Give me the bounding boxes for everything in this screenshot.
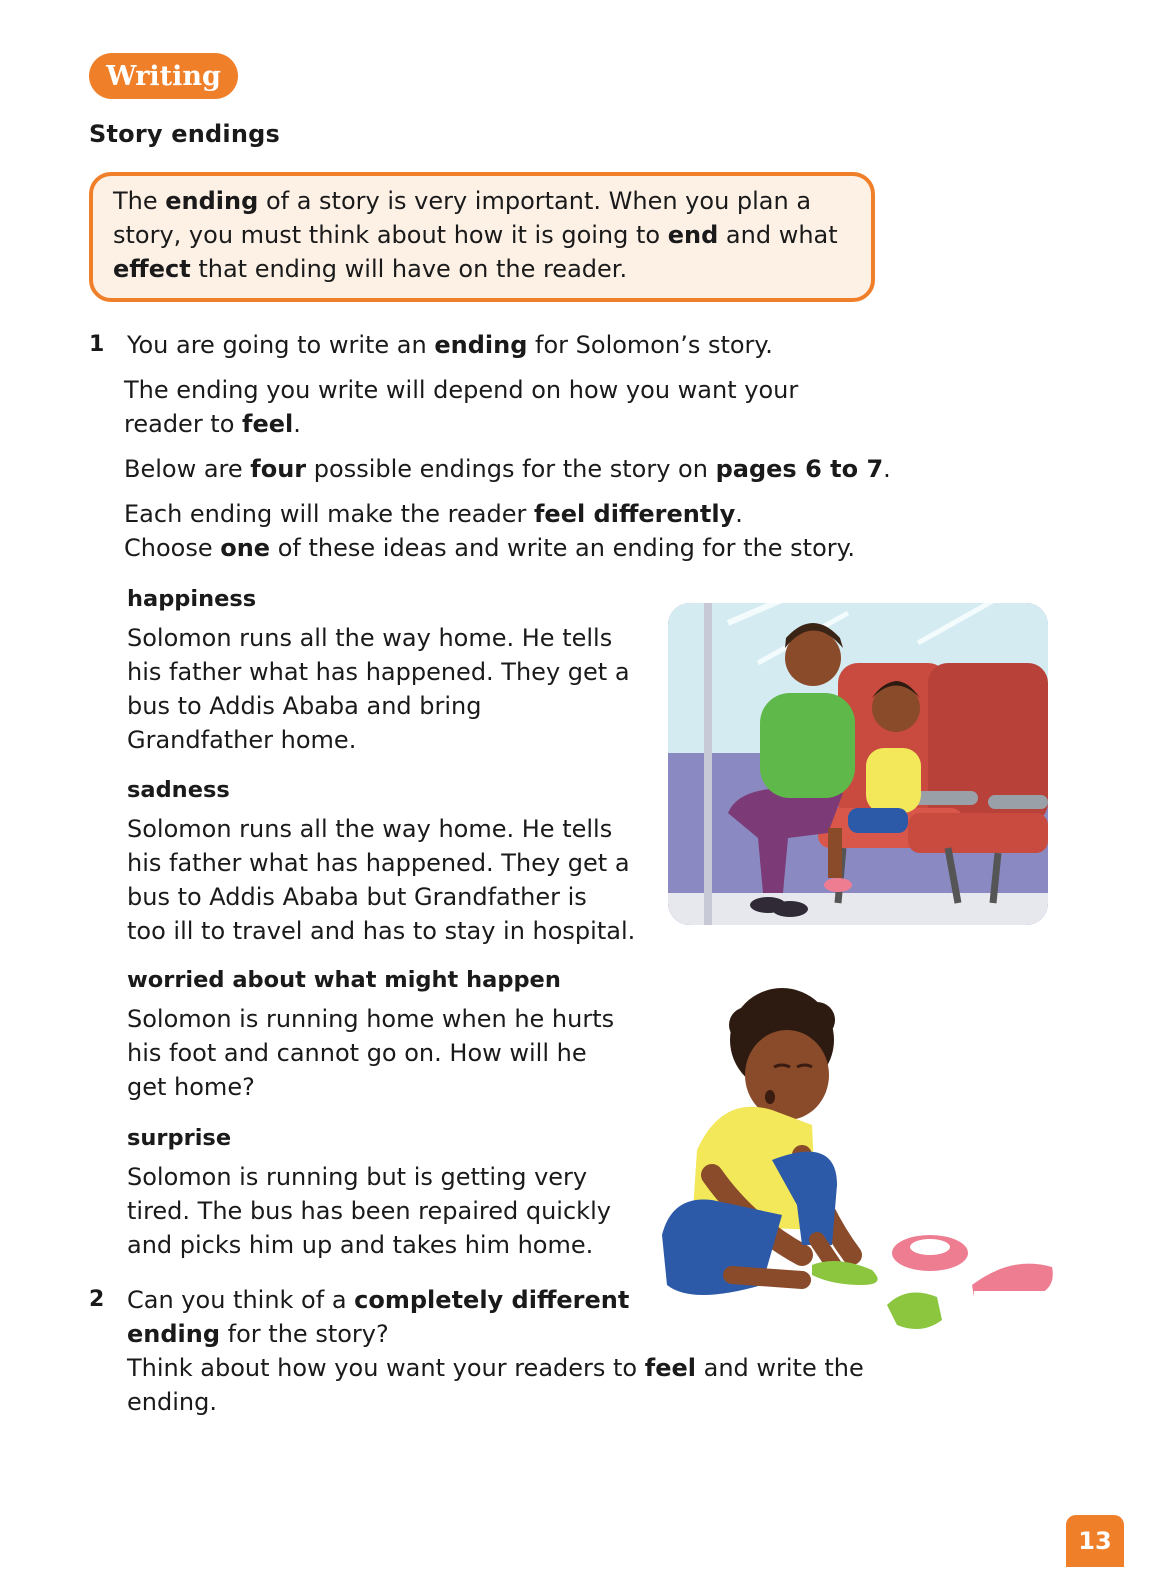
ending-title-worried: worried about what might happen [127, 967, 561, 993]
q2-line-3: Think about how you want your readers to feel and write the [127, 1354, 864, 1382]
info-line-3: effect that ending will have on the reader. [113, 255, 628, 283]
info-line-1: The ending of a story is very important. When you plan a [113, 187, 812, 215]
boy-hurt-foot-illustration [652, 985, 1057, 1340]
q1-line-6: Choose one of these ideas and write an ending for the story. [124, 534, 856, 562]
subheading: Story endings [89, 120, 281, 148]
q2-line-4: ending. [127, 1388, 217, 1416]
ending-text-sadness: Solomon runs all the way home. He tells his father what has happened. They get a bus to Addis Ababa but Grandfather is too ill to travel and has to stay in hospital. [127, 815, 636, 945]
q1-line-2: The ending you write will depend on how you want your [124, 376, 799, 404]
info-line-2: story, you must think about how it is going to end and what [113, 221, 838, 249]
q2-line-2: ending for the story? [127, 1320, 389, 1348]
man-and-boy-on-bus-illustration [668, 603, 1048, 925]
q1-line-5: Each ending will make the reader feel differently. [124, 500, 743, 528]
ending-text-happiness: Solomon runs all the way home. He tells his father what has happened. They get a bus to Addis Ababa and bring Grandfather home. [127, 624, 630, 754]
ending-title-sadness: sadness [127, 777, 230, 803]
section-label-writing: Writing [89, 53, 238, 99]
info-box [89, 172, 875, 302]
q1-line-4: Below are four possible endings for the story on pages 6 to 7. [124, 455, 891, 483]
page-number: 13 [1066, 1515, 1124, 1567]
ending-text-surprise: Solomon is running but is getting very tired. The bus has been repaired quickly and picks him up and takes him home. [127, 1163, 611, 1259]
q2-line-1: Can you think of a completely different [127, 1286, 630, 1314]
ending-title-happiness: happiness [127, 586, 257, 612]
ending-text-worried: Solomon is running home when he hurts his foot and cannot go on. How will he get home? [127, 1005, 615, 1101]
q1-line-1: You are going to write an ending for Solomon’s story. [127, 331, 773, 359]
question-1-number: 1 [89, 332, 105, 357]
question-2-number: 2 [89, 1287, 105, 1312]
ending-title-surprise: surprise [127, 1125, 232, 1151]
q1-line-3: reader to feel. [124, 410, 301, 438]
